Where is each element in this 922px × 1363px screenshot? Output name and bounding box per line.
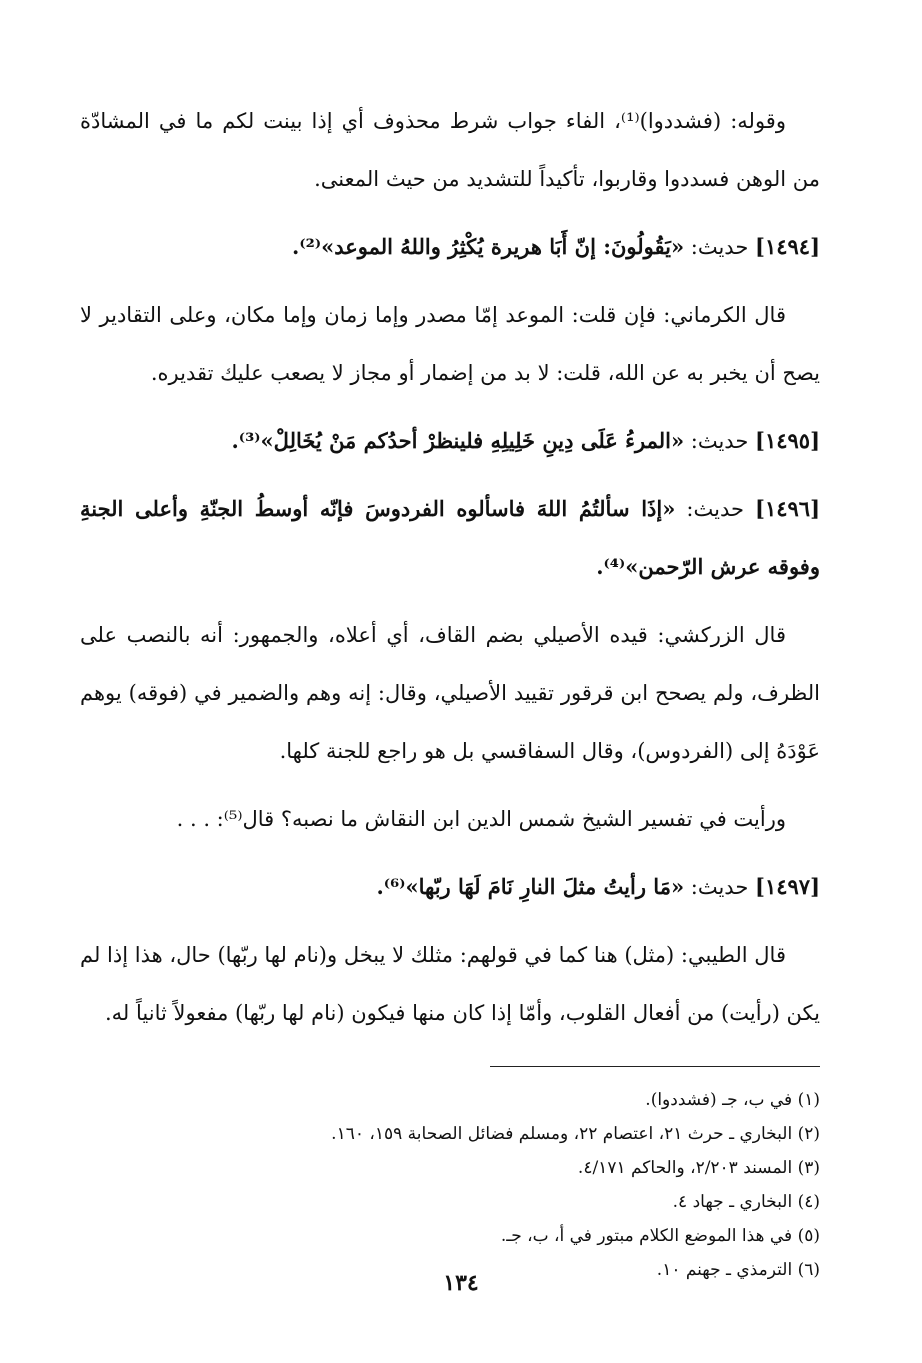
hadith-text: «مَا رأيتُ مثلَ النارِ نَامَ لَهَا ربّها»⁽⁶⁾. [376, 874, 685, 899]
hadith-entry [80, 218, 820, 276]
body-text [80, 92, 820, 1042]
paragraph: قال الزركشي: قيده الأصيلي بضم القاف، أي أعلاه، والجمهور: أنه بالنصب على الظرف، ولم يصحح ابن قرقور تقييد الأصيلي، وقال: إنه وهم والضمير في (فوقه) يوهم عَوْدَهُ إلى (الفردوس)، وقال السفاقسي بل هو راجع للجنة كلها. [80, 623, 821, 763]
paragraph: وقوله: (فشددوا)⁽¹⁾، الفاء جواب شرط محذوف أي إذا بينت لكم ما في المشادّة من الوهن فسددوا وقاربوا، تأكيداً للتشديد من حيث المعنى. [80, 109, 820, 191]
footnote: (١) في ب، جـ (فشددوا). [645, 1090, 820, 1110]
hadith-label: حديث: [690, 235, 749, 259]
hadith-label: حديث: [690, 875, 749, 899]
hadith-text: «إذَا سألتُمُ اللهَ فاسألوه الفردوسَ فإنّه أوسطُ الجنّةِ وأعلى الجنةِ وفوقه عرش الرّحمن»⁽⁴⁾. [80, 496, 820, 579]
paragraph: قال الكرماني: فإن قلت: الموعد إمّا مصدر وإما زمان وإما مكان، وعلى التقادير لا يصح أن يخبر به عن الله، قلت: لا بد من إضمار أو مجاز لا يصعب عليك تقديره. [80, 303, 820, 385]
paragraph: ورأيت في تفسير الشيخ شمس الدين ابن النقاش ما نصبه؟ قال⁽⁵⁾: . . . [176, 807, 786, 831]
hadith-number: [١٤٩٧] [755, 874, 820, 899]
hadith-entry [80, 480, 820, 596]
paragraph: قال الطيبي: (مثل) هنا كما في قولهم: مثلك لا يبخل و(نام لها ربّها) حال، هذا إذا لم يكن (رأيت) من أفعال القلوب، وأمّا إذا كان منها فيكون (نام لها ربّها) مفعولاً ثانياً له. [80, 943, 820, 1025]
hadith-number: [١٤٩٦] [755, 496, 820, 521]
hadith-text: «يَقُولُونَ: إنّ أَبَا هريرة يُكْثِرُ واللهُ الموعد»⁽²⁾. [292, 234, 685, 259]
hadith-text: «المرءُ عَلَى دِينِ خَلِيلِهِ فلينظرْ أحدُكم مَنْ يُخَالِلْ»⁽³⁾. [231, 428, 685, 453]
hadith-entry [80, 412, 820, 470]
footnote: (٤) البخاري ـ جهاد ٤. [672, 1192, 820, 1212]
footnote: (٦) الترمذي ـ جهنم ١٠. [656, 1260, 820, 1280]
hadith-number: [١٤٩٤] [755, 234, 820, 259]
footnote-separator [490, 1066, 820, 1067]
footnote: (٣) المسند ٢/٢٠٣، والحاكم ٤/١٧١. [577, 1158, 820, 1178]
footnotes [80, 1083, 820, 1287]
footnote: (٥) في هذا الموضع الكلام مبتور في أ، ب، جـ. [500, 1226, 820, 1246]
footnote: (٢) البخاري ـ حرث ٢١، اعتصام ٢٢، ومسلم فضائل الصحابة ١٥٩، ١٦٠. [331, 1124, 820, 1144]
hadith-label: حديث: [690, 429, 749, 453]
hadith-number: [١٤٩٥] [755, 428, 820, 453]
hadith-label: حديث: [686, 497, 744, 521]
page-number: ١٣٤ [443, 1270, 479, 1296]
hadith-entry [80, 858, 820, 916]
